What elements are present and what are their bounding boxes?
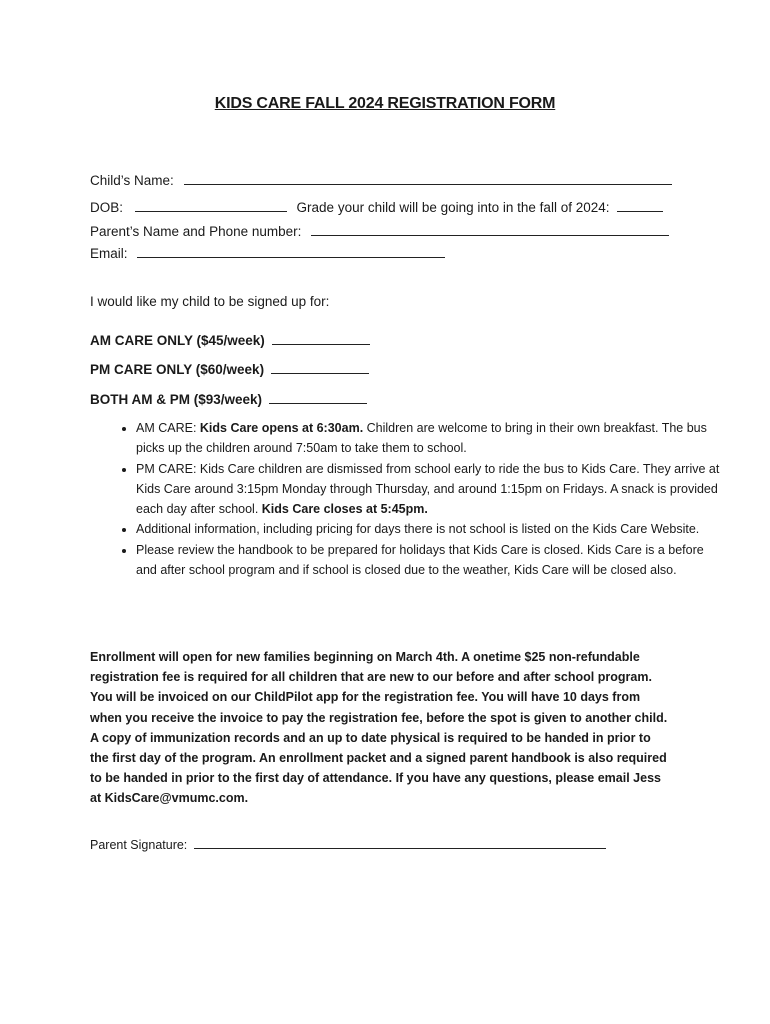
note-additional-info <box>136 519 721 539</box>
child-name-field[interactable] <box>184 172 672 185</box>
note-handbook <box>136 540 721 581</box>
am-care-option <box>90 332 370 348</box>
pm-care-field[interactable] <box>271 361 369 374</box>
signup-prompt: I would like my child to be signed up for: <box>90 294 330 309</box>
parent-label: Parent’s Name and Phone number: <box>90 224 302 239</box>
note-pm-care <box>136 459 721 520</box>
note-pm-text: PM CARE: Kids Care children are dismissed from school early to ride the bus to Kids Care. They arrive at Kids Care around 3:15pm Monday through Thursday, and around 1:15pm on Fridays. A snack is provided each day after school. <box>136 461 720 517</box>
notes-list <box>90 418 721 580</box>
dob-field[interactable] <box>135 199 287 212</box>
both-care-label: BOTH AM & PM ($93/week) <box>90 392 263 407</box>
am-care-field[interactable] <box>272 332 370 345</box>
enrollment-paragraph: Enrollment will open for new families beginning on March 4th. A onetime $25 non-refundable registration fee is required for all children that are new to our before and after school program. You will be invoiced on our ChildPilot app for the registration fee. You will have 10 days from when you receive the invoice to pay the registration fee, before the spot is given to another child. A copy of immunization records and an up to date physical is required to be handed in prior to the first day of the program. An enrollment packet and a signed parent handbook is also required to be handed in prior to the first day of attendance. If you have any questions, please email Jess at KidsCare@vmumc.com. <box>90 650 668 806</box>
both-care-option <box>90 391 367 407</box>
am-care-label: AM CARE ONLY ($45/week) <box>90 333 265 348</box>
note-pm-bold: Kids Care closes at 5:45pm. <box>261 502 428 517</box>
dob-grade-row <box>90 199 663 215</box>
note-am-care <box>136 418 721 459</box>
form-title: KIDS CARE FALL 2024 REGISTRATION FORM <box>214 95 556 112</box>
signature-field[interactable] <box>194 836 606 849</box>
signature-label: Parent Signature: <box>90 838 188 852</box>
signature-row <box>90 836 606 852</box>
email-label: Email: <box>90 246 128 261</box>
pm-care-option <box>90 361 369 377</box>
pm-care-label: PM CARE ONLY ($60/week) <box>90 362 265 377</box>
grade-field[interactable] <box>617 199 663 212</box>
parent-row <box>90 223 669 239</box>
email-field[interactable] <box>137 245 445 258</box>
note-am-text: Children are welcome to bring in their own breakfast. The bus picks up the children around 7:50am to take them to school. <box>136 421 707 456</box>
note-handbook-text: Please review the handbook to be prepared for holidays that Kids Care is closed. Kids Care is a before and after school program and if school is closed due to the weather, Kids Care will be closed also. <box>136 542 704 578</box>
child-name-row <box>90 172 672 188</box>
grade-label: Grade your child will be going into in the fall of 2024: <box>296 200 610 215</box>
email-row <box>90 245 445 261</box>
dob-label: DOB: <box>90 200 124 215</box>
note-am-bold: Kids Care opens at 6:30am. <box>199 421 364 435</box>
note-am-prefix: AM CARE: <box>136 421 200 435</box>
child-name-label: Child’s Name: <box>90 173 174 188</box>
parent-field[interactable] <box>311 223 669 236</box>
note-additional-text: Additional information, including pricing for days there is not school is listed on the Kids Care Website. <box>136 522 700 537</box>
both-care-field[interactable] <box>269 391 367 404</box>
